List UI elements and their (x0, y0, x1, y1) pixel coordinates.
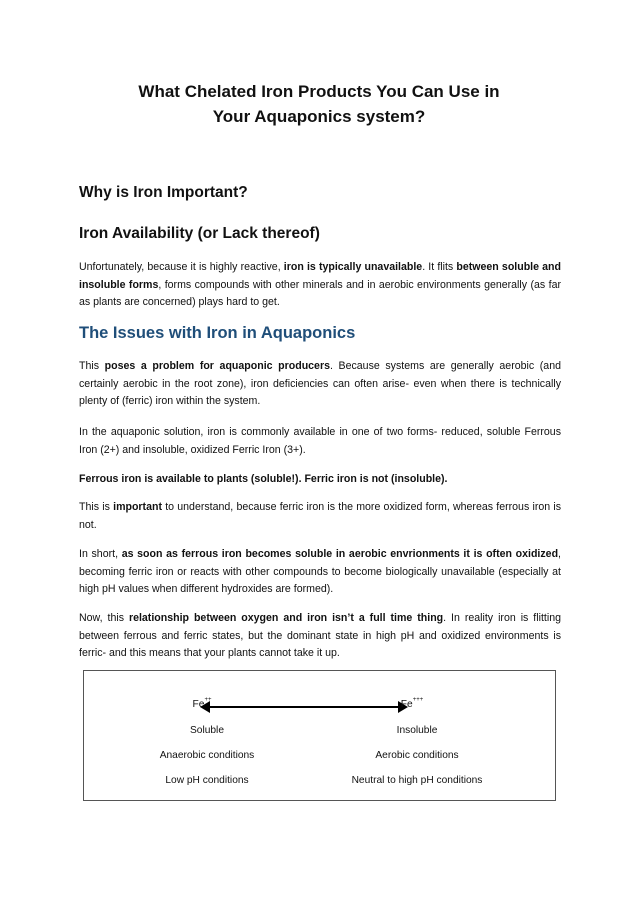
bold-run: poses a problem for aquaponic producers (104, 360, 330, 372)
text-run: , becoming ferric iron or reacts with other compounds to become biologically unavailable (especially at high pH values when different hydroxides are formed). (79, 548, 561, 595)
text-run: . Because systems are generally aerobic (and certainly aerobic in the root zone), iron deficiencies can often arise- even when there is technically plenty of (ferric) iron within the system. (79, 360, 561, 407)
title-line-2: Your Aquaponics system? (212, 107, 426, 126)
bold-run: important (113, 501, 162, 513)
text-run: Now, this (79, 612, 129, 624)
text-run: In short, (79, 548, 122, 560)
paragraph-in-short (79, 546, 561, 599)
text-run: This is (79, 501, 114, 513)
heading-iron-availability: Iron Availability (or Lack thereof) (79, 225, 320, 242)
text-run: Unfortunately, because it is highly reactive, (79, 261, 284, 273)
ion-charge: ++ (204, 697, 212, 703)
anaerobic-conditions-label: Anaerobic conditions (159, 750, 255, 761)
soluble-label: Soluble (190, 725, 224, 736)
page-title (80, 79, 558, 129)
heading-why-iron-important: Why is Iron Important? (79, 184, 248, 201)
bold-run: relationship between oxygen and iron isn’t a full time thing (128, 612, 444, 624)
paragraph-iron-unavailable (79, 259, 561, 312)
paragraph-important (79, 499, 561, 534)
title-line-1: What Chelated Iron Products You Can Use in (138, 82, 500, 101)
aerobic-conditions-label: Aerobic conditions (375, 750, 459, 761)
paragraph-aquaponic-problem (79, 358, 561, 411)
paragraph-oxygen-relationship (79, 610, 561, 663)
text-run: . In reality iron is flitting between ferrous and ferric states, but the dominant state in high pH and oxidized environments is ferric- and this means that your plants cannot take it up. (79, 612, 561, 659)
text-run: This (79, 360, 105, 372)
insoluble-label: Insoluble (396, 725, 438, 736)
low-ph-label: Low pH conditions (165, 775, 249, 786)
paragraph-ferrous-ferric: Ferrous iron is available to plants (soluble!). Ferric iron is not (insoluble). (79, 473, 448, 485)
iron-forms-diagram (83, 670, 556, 801)
bold-run: as soon as ferrous iron becomes soluble in aerobic envrionments it is often oxidized (121, 548, 559, 560)
bold-run: iron is typically unavailable (283, 261, 423, 273)
ion-symbol: Fe (400, 699, 413, 710)
ion-charge: +++ (412, 697, 424, 703)
text-run: to understand, because ferric iron is the more oxidized form, whereas ferrous iron is not. (79, 501, 562, 531)
text-run: , forms compounds with other minerals and in aerobic environments generally (as far as plants are concerned) plays hard to get. (79, 278, 561, 308)
paragraph-iron-forms: In the aquaponic solution, iron is commonly available in one of two forms- reduced, soluble Ferrous Iron (2+) and insoluble, oxidized Ferric Iron (3+). (79, 426, 561, 456)
ion-symbol: Fe (192, 699, 205, 710)
high-ph-label: Neutral to high pH conditions (351, 775, 483, 786)
bold-run: between soluble and insoluble forms (79, 261, 561, 291)
text-run: . It flits (422, 261, 457, 273)
ferric-ion-label (372, 699, 452, 710)
heading-issues-with-iron: The Issues with Iron in Aquaponics (79, 324, 356, 342)
